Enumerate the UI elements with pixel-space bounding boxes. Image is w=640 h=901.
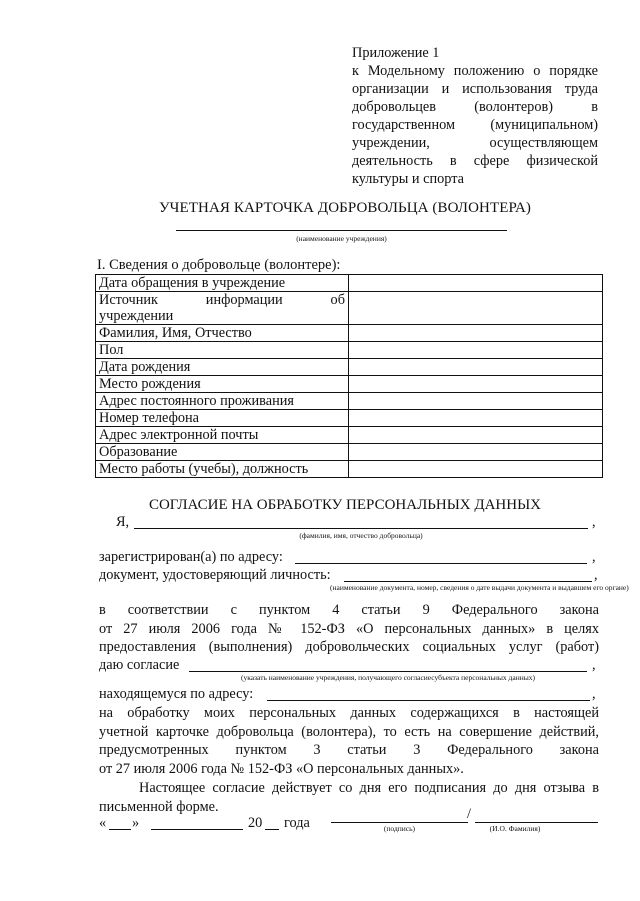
- table-value-cell[interactable]: [349, 325, 603, 342]
- table-label: Место рождения: [96, 376, 349, 393]
- table-value-cell[interactable]: [349, 393, 603, 410]
- law-paragraph: [99, 601, 599, 657]
- table-label: [96, 292, 349, 325]
- table-row: [96, 342, 603, 359]
- table-row: [96, 376, 603, 393]
- appendix-line: Приложение 1: [352, 45, 440, 61]
- table-value-cell[interactable]: [349, 292, 603, 325]
- fio-field[interactable]: [134, 528, 588, 529]
- table-row: [96, 427, 603, 444]
- registered-address-field[interactable]: [295, 563, 587, 564]
- table-value-cell[interactable]: [349, 461, 603, 478]
- table-row: [96, 292, 603, 325]
- agree-label: даю согласие: [99, 657, 180, 673]
- table-label-word: учреждении: [99, 308, 174, 324]
- table-row: [96, 325, 603, 342]
- paragraph-line: от 27 июля 2006 года № 152-ФЗ «О персональных данных» в целях: [99, 620, 599, 637]
- year-suffix: года: [284, 815, 310, 831]
- located-address-field[interactable]: [267, 700, 590, 701]
- volunteer-info-table: [95, 274, 603, 478]
- table-label: Адрес постоянного проживания: [96, 393, 349, 410]
- table-row: [96, 359, 603, 376]
- date-open-quote: «: [99, 815, 107, 831]
- comma: ,: [592, 686, 596, 702]
- institution-name-field[interactable]: [176, 230, 507, 231]
- date-close-quote: »: [132, 815, 140, 831]
- table-value-cell[interactable]: [349, 342, 603, 359]
- appendix-line: к Модельному положению о порядке: [352, 63, 598, 79]
- appendix-line: добровольцев (волонтеров) в: [352, 99, 598, 115]
- institution-caption: (наименование учреждения): [296, 234, 387, 243]
- table-label: Дата обращения в учреждение: [96, 275, 349, 292]
- document-field[interactable]: [344, 581, 592, 582]
- full-name-field[interactable]: [475, 822, 598, 823]
- section-heading: I. Сведения о добровольце (волонтере):: [97, 257, 341, 273]
- comma: ,: [592, 514, 596, 530]
- fio-caption: (фамилия, имя, отчество добровольца): [299, 531, 423, 540]
- document-title: УЧЕТНАЯ КАРТОЧКА ДОБРОВОЛЬЦА (ВОЛОНТЕРА): [158, 200, 532, 216]
- table-label: Пол: [96, 342, 349, 359]
- table-label: Номер телефона: [96, 410, 349, 427]
- date-month-field[interactable]: [151, 829, 243, 830]
- table-value-cell[interactable]: [349, 359, 603, 376]
- comma: ,: [592, 549, 596, 565]
- paragraph-line: учетной карточке добровольца (волонтера), то есть на совершение действий,: [99, 723, 599, 740]
- table-row: [96, 275, 603, 292]
- agree-caption: (указать наименование учреждения, получающего согласиесубъекта персональных данных): [240, 673, 536, 682]
- appendix-line: учреждении, осуществляющем: [352, 135, 598, 151]
- institution-consent-field[interactable]: [189, 671, 587, 672]
- located-label: находящемуся по адресу:: [99, 686, 254, 702]
- table-value-cell[interactable]: [349, 275, 603, 292]
- table-row: [96, 410, 603, 427]
- signature-caption: (подпись): [383, 824, 416, 833]
- paragraph-line: письменной форме.: [99, 798, 219, 815]
- ya-label: Я,: [116, 514, 130, 530]
- name-caption: (И.О. Фамилия): [489, 824, 541, 833]
- comma: ,: [592, 657, 596, 673]
- table-value-cell[interactable]: [349, 444, 603, 461]
- appendix-line: государственном (муниципальном): [352, 117, 598, 133]
- appendix-line: организации и использования труда: [352, 81, 598, 97]
- table-label-word: информации: [205, 292, 283, 308]
- year-prefix: 20: [248, 815, 263, 831]
- table-row: [96, 393, 603, 410]
- slash: /: [467, 806, 471, 822]
- table-label: Адрес электронной почты: [96, 427, 349, 444]
- table-row: [96, 461, 603, 478]
- document-caption: (наименование документа, номер, сведения о дате выдачи документа и выдавшем его органе): [330, 583, 629, 592]
- paragraph-line: предоставления (выполнения) добровольческих социальных услуг (работ): [99, 639, 599, 655]
- date-year-field[interactable]: [265, 829, 279, 830]
- table-value-cell[interactable]: [349, 376, 603, 393]
- paragraph-line: в соответствии с пунктом 4 статьи 9 Федерального закона: [99, 602, 599, 618]
- table-value-cell[interactable]: [349, 427, 603, 444]
- date-day-field[interactable]: [109, 829, 131, 830]
- table-label-word: об: [330, 292, 345, 308]
- table-label: Место работы (учебы), должность: [96, 461, 349, 478]
- consent-title: СОГЛАСИЕ НА ОБРАБОТКУ ПЕРСОНАЛЬНЫХ ДАННЫХ: [148, 497, 542, 513]
- validity-paragraph: [99, 779, 599, 816]
- paragraph-line: предусмотренных пунктом 3 статьи 3 Федерального закона: [99, 742, 599, 758]
- table-label-word: Источник: [99, 292, 158, 308]
- table-label: Дата рождения: [96, 359, 349, 376]
- table-label: Образование: [96, 444, 349, 461]
- appendix-block: [352, 44, 598, 188]
- appendix-line: деятельность в сфере физической: [352, 153, 598, 169]
- paragraph-line: на обработку моих персональных данных содержащихся в настоящей: [99, 705, 599, 721]
- paragraph-line: Настоящее согласие действует со дня его подписания до дня отзыва в: [139, 780, 599, 796]
- registered-label: зарегистрирован(а) по адресу:: [99, 549, 283, 565]
- document-label: документ, удостоверяющий личность:: [99, 567, 331, 583]
- paragraph-line: от 27 июля 2006 года № 152-ФЗ «О персональных данных».: [99, 760, 464, 777]
- table-value-cell[interactable]: [349, 410, 603, 427]
- table-row: [96, 444, 603, 461]
- comma: ,: [594, 567, 598, 583]
- appendix-line: культуры и спорта: [352, 171, 465, 187]
- signature-field[interactable]: [331, 822, 468, 823]
- table-label: Фамилия, Имя, Отчество: [96, 325, 349, 342]
- processing-paragraph: [99, 704, 599, 778]
